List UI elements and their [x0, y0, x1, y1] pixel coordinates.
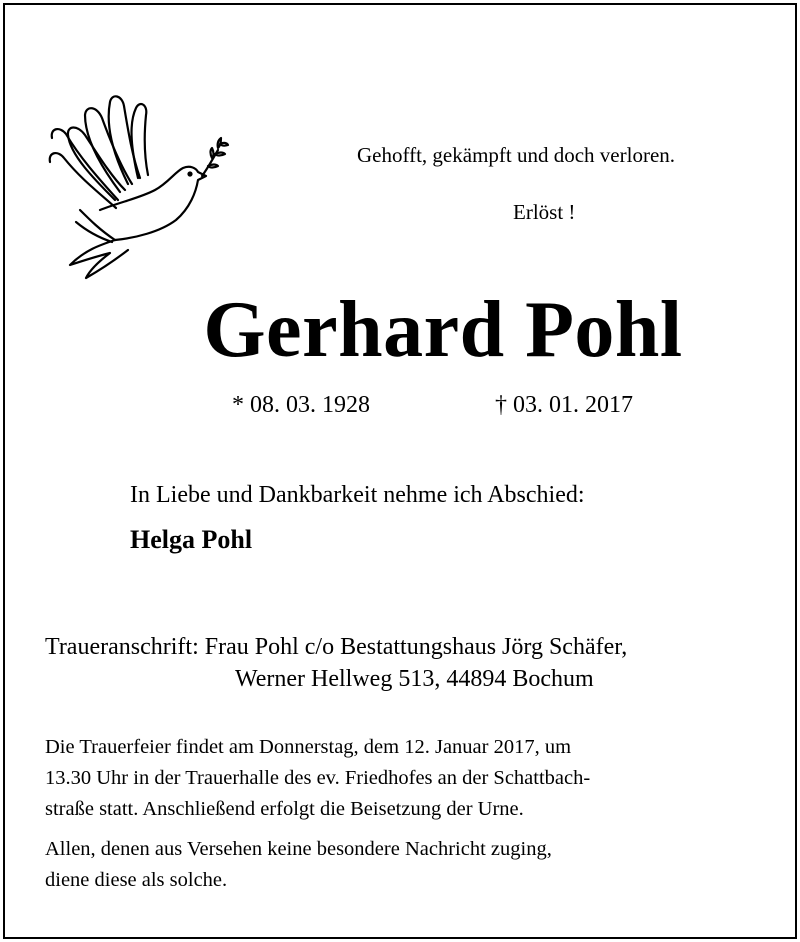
death-date: † 03. 01. 2017 [495, 392, 633, 418]
birth-date: * 08. 03. 1928 [232, 392, 370, 418]
notice-paragraph [45, 834, 735, 896]
ceremony-line: straße statt. Anschließend erfolgt die Beisetzung der Urne. [45, 798, 524, 820]
ceremony-line: Die Trauerfeier findet am Donnerstag, dem 12. Januar 2017, um [45, 736, 572, 758]
farewell-text: In Liebe und Dankbarkeit nehme ich Abschied: [130, 482, 585, 508]
dove-icon [40, 80, 230, 280]
mourner-name: Helga Pohl [130, 525, 253, 554]
ceremony-line: 13.30 Uhr in der Trauerhalle des ev. Friedhofes an der Schattbach- [45, 767, 591, 789]
ceremony-paragraph [45, 732, 735, 825]
quote-line-1: Gehofft, gekämpft und doch verloren. [357, 143, 676, 167]
address-line-2: Werner Hellweg 513, 44894 Bochum [235, 666, 594, 692]
notice-line: diene diese als solche. [45, 869, 228, 891]
quote-line-2: Erlöst ! [513, 200, 576, 224]
notice-line: Allen, denen aus Versehen keine besondere Nachricht zuging, [45, 838, 552, 860]
address-line-1: Traueranschrift: Frau Pohl c/o Bestattungshaus Jörg Schäfer, [45, 634, 628, 660]
deceased-name: Gerhard Pohl [203, 286, 683, 374]
